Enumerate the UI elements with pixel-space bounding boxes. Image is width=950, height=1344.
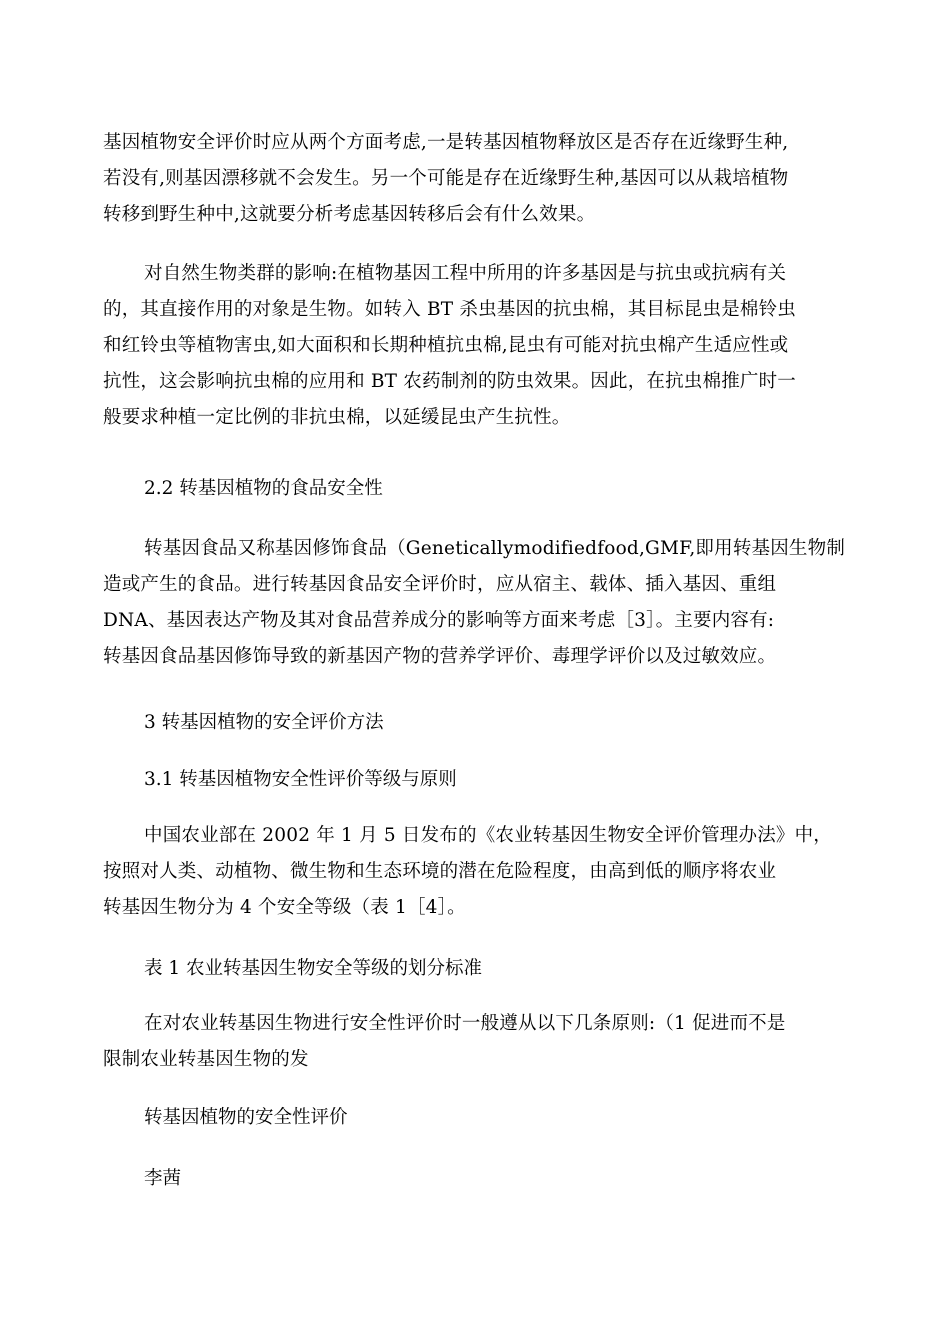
text-line: 的，其直接作用的对象是生物。如转入 BT 杀虫基因的抗虫棉，其目标昆虫是棉铃虫 [103,299,796,320]
text-line: 中国农业部在 2002 年 1 月 5 日发布的《农业转基因生物安全评价管理办法》中， [144,825,833,846]
paragraph-gene-flow [103,125,849,233]
text-line: 转移到野生种中,这就要分析考虑基因转移后会有什么效果。 [103,204,596,225]
text-line: 抗性，这会影响抗虫棉的应用和 BT 农药制剂的防虫效果。因此，在抗虫棉推广时一 [103,371,796,392]
text-line: 和红铃虫等植物害虫,如大面积和长期种植抗虫棉,昆虫有可能对抗虫棉产生适应性或 [103,335,789,356]
text-line: 基因植物安全评价时应从两个方面考虑,一是转基因植物释放区是否存在近缘野生种, [103,132,789,153]
paragraph-safety-levels [103,818,849,926]
text-line: 造或产生的食品。进行转基因食品安全评价时，应从宿主、载体、插入基因、重组 [103,574,777,595]
text-line: DNA、基因表达产物及其对食品营养成分的影响等方面来考虑［3］。主要内容有: [103,610,775,631]
author-name: 李茜 [144,1168,182,1189]
paragraph-principles [103,1006,849,1078]
section-heading-2-2: 2.2 转基因植物的食品安全性 [144,478,383,499]
section-heading-3: 3 转基因植物的安全评价方法 [144,712,384,733]
text-line: 按照对人类、动植物、微生物和生态环境的潜在危险程度，由高到低的顺序将农业 [103,861,777,882]
text-line: 若没有,则基因漂移就不会发生。另一个可能是存在近缘野生种,基因可以从栽培植物 [103,168,789,189]
article-title: 转基因植物的安全性评价 [144,1107,348,1128]
text-line: 般要求种植一定比例的非抗虫棉，以延缓昆虫产生抗性。 [103,407,571,428]
paragraph-food-safety [103,531,849,675]
table-caption: 表 1 农业转基因生物安全等级的划分标准 [144,958,483,979]
text-line: 转基因食品基因修饰导致的新基因产物的营养学评价、毒理学评价以及过敏效应。 [103,646,777,667]
text-line: 转基因生物分为 4 个安全等级（表 1［4］。 [103,897,466,918]
paragraph-natural-populations [103,256,849,436]
text-line: 转基因食品又称基因修饰食品（Geneticallymodifiedfood,GMF,即用转基因生物制 [144,538,846,559]
section-heading-3-1: 3.1 转基因植物安全性评价等级与原则 [144,769,457,790]
text-line: 限制农业转基因生物的发 [103,1049,309,1070]
text-line: 对自然生物类群的影响:在植物基因工程中所用的许多基因是与抗虫或抗病有关 [144,263,787,284]
text-line: 在对农业转基因生物进行安全性评价时一般遵从以下几条原则:（1 促进而不是 [144,1013,786,1034]
